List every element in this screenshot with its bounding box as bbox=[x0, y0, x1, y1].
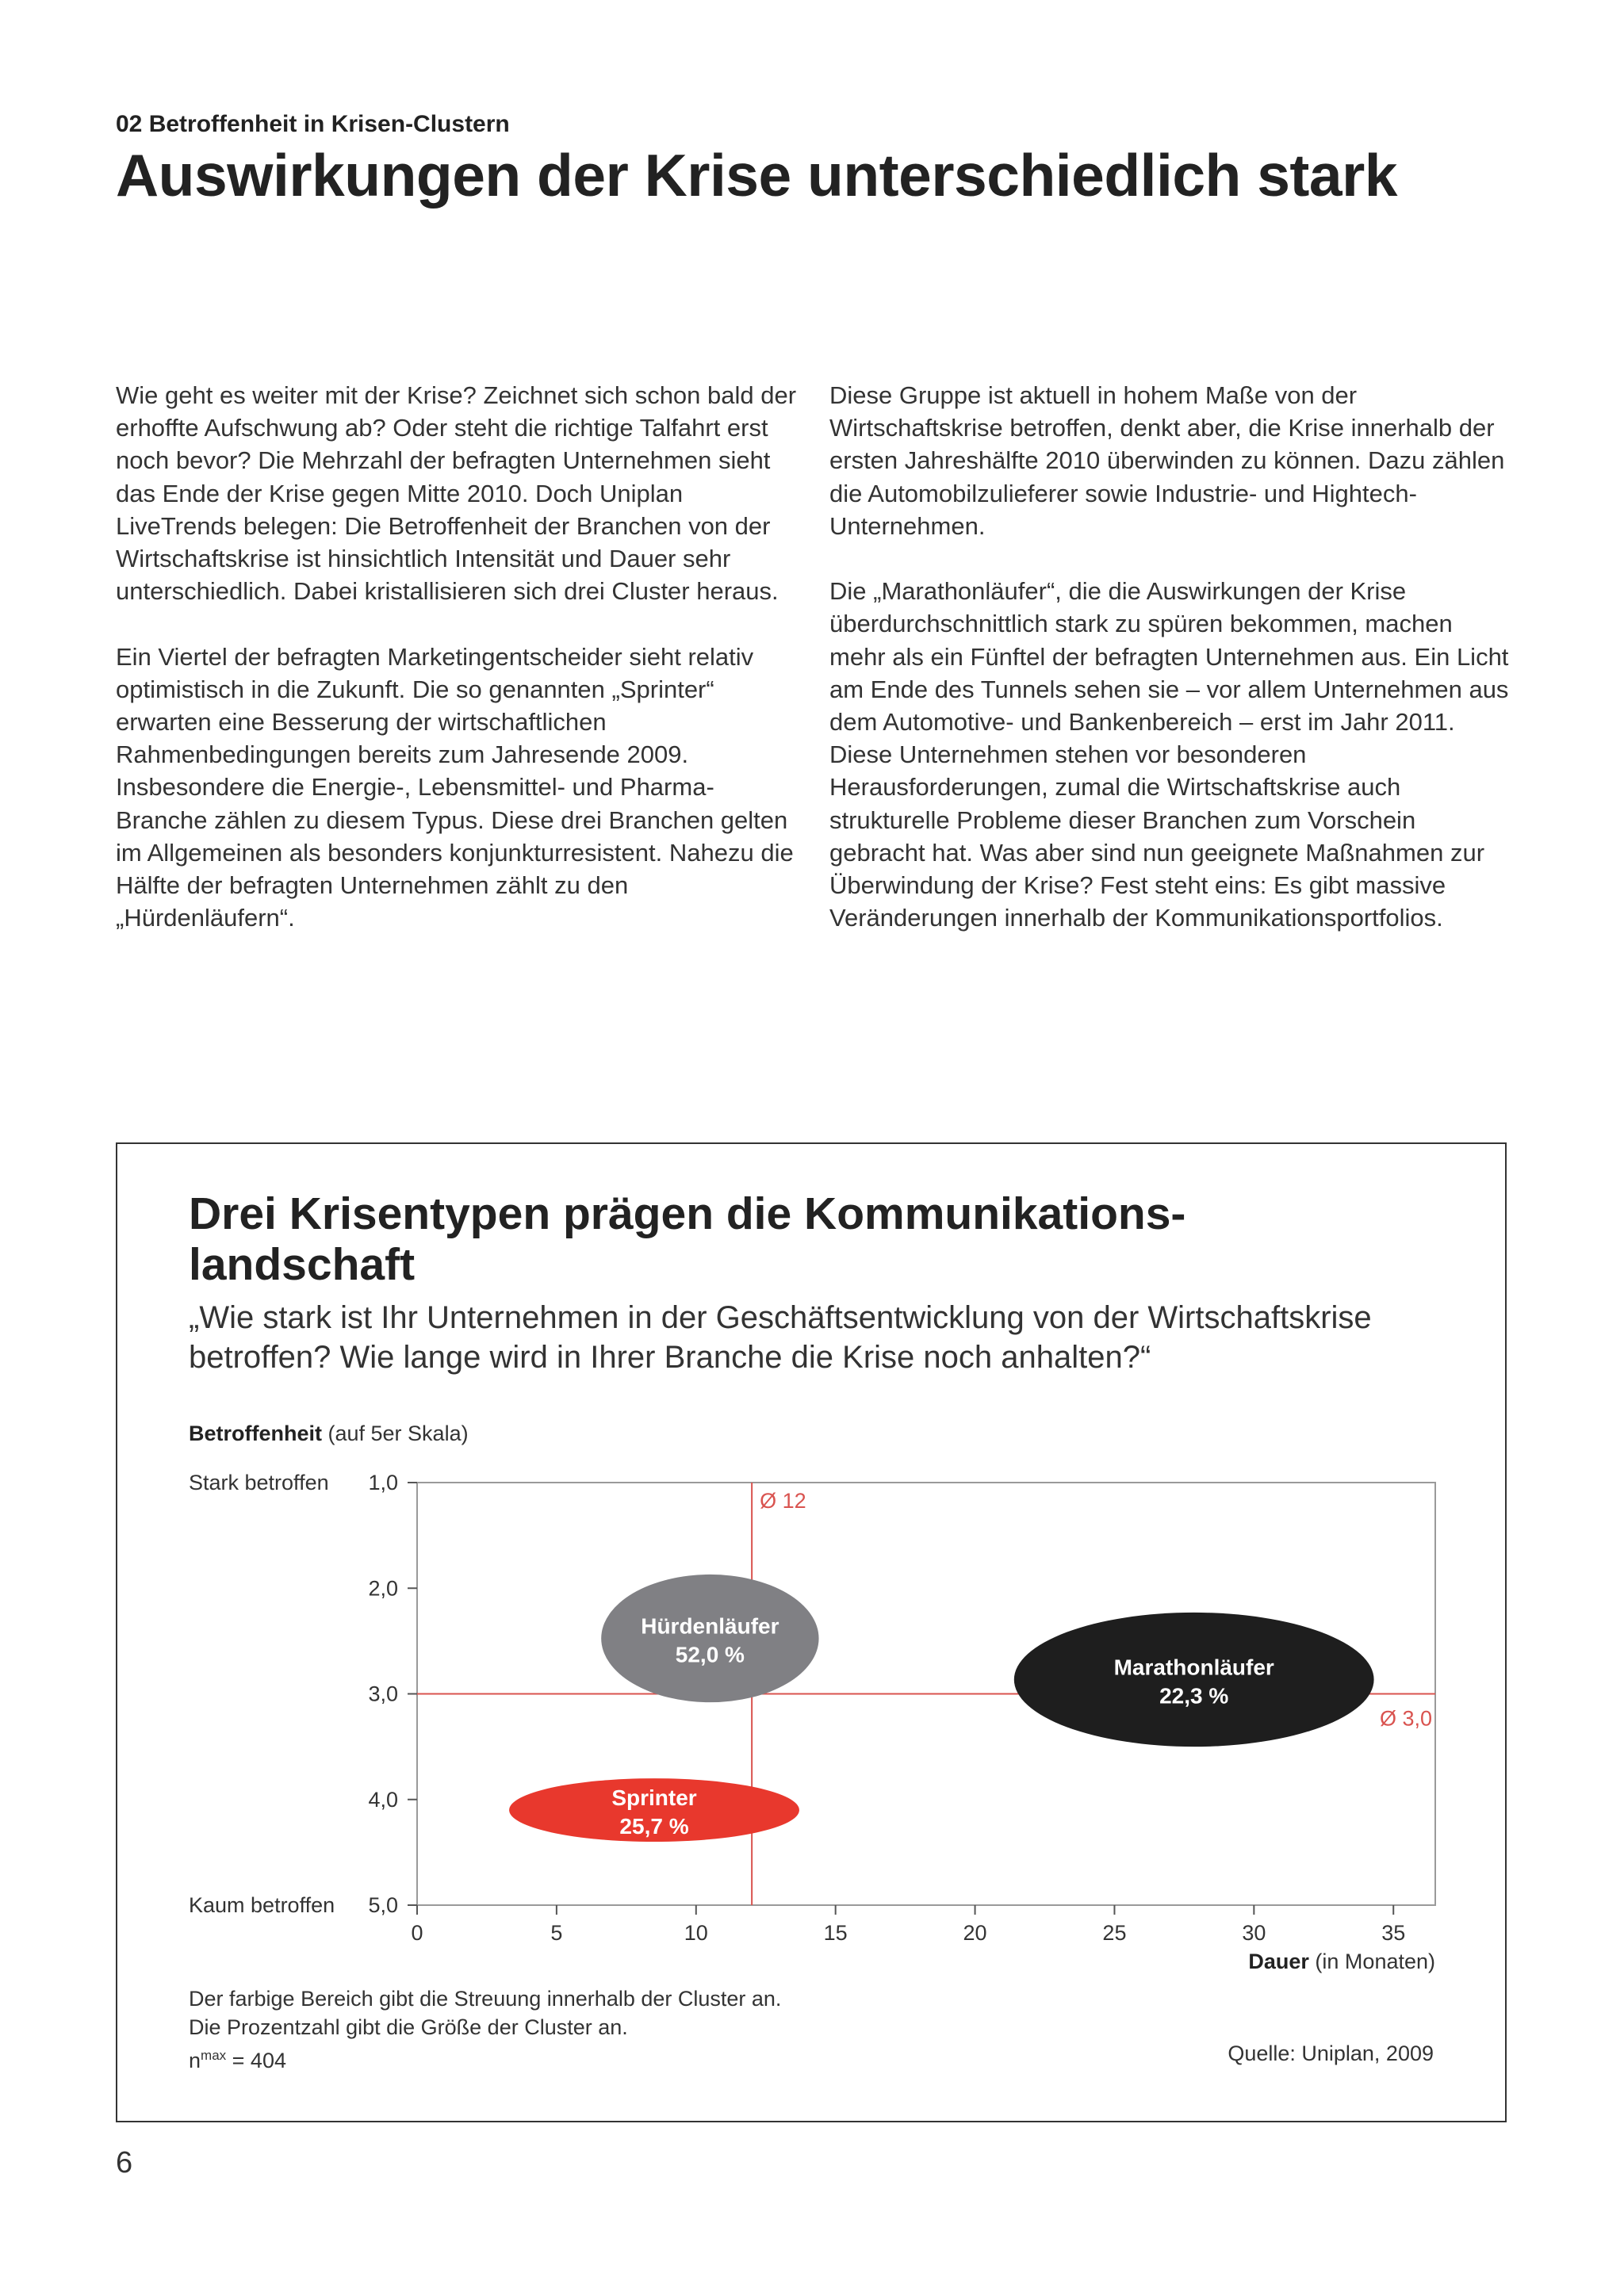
section-kicker: 02 Betroffenheit in Krisen-Clustern bbox=[116, 111, 510, 137]
paragraph: Die „Marathonläufer“, die die Auswirkungen der Krise überdurchschnittlich stark zu spüren bekommen, machen mehr als ein Fünftel der befragten Unternehmen aus. Ein Licht am Ende des Tunnels sehen sie – vor allem Unternehmen aus dem Automotive- und Bankenbereich – erst im Jahr 2011. Diese Unternehmen stehen vor besonderen Herausforderungen, zumal die Wirtschaftskrise auch strukturelle Probleme dieser Branchen zum Vorschein gebracht hat. Was aber sind nun geeignete Maßnahmen zur Überwindung der Krise? Fest steht eins: Es gibt massive Veränderungen innerhalb der Kommunikationsportfolios. bbox=[829, 577, 1509, 932]
x-tick-label: 20 bbox=[963, 1921, 987, 1945]
text-column-right bbox=[829, 379, 1511, 967]
chart-title: Drei Krisentypen prägen die Kommunikations-landschaft bbox=[189, 1188, 1186, 1290]
y-axis-title-unit: (auf 5er Skala) bbox=[322, 1422, 469, 1445]
x-tick-label: 35 bbox=[1381, 1921, 1406, 1945]
paragraph: Diese Gruppe ist aktuell in hohem Maße von der Wirtschaftskrise betroffen, denkt aber, die Krise innerhalb der ersten Jahreshälfte 2010 überwinden zu können. Dazu zählen die Automobilzulieferer sowie Industrie- und Hightech-Unternehmen. bbox=[829, 381, 1505, 540]
cluster-size-label: 52,0 % bbox=[675, 1642, 745, 1667]
y-tick-label: 1,0 bbox=[368, 1471, 398, 1494]
sample-n: n bbox=[189, 2049, 201, 2072]
y-tick-label: 4,0 bbox=[368, 1787, 398, 1812]
x-tick-label: 15 bbox=[823, 1921, 848, 1945]
cluster-size-label: 25,7 % bbox=[619, 1814, 689, 1839]
x-axis-title: Dauer (in Monaten) bbox=[1248, 1950, 1435, 1973]
paragraph: Wie geht es weiter mit der Krise? Zeichnet sich schon bald der erhoffte Aufschwung ab? Oder steht die richtige Talfahrt erst noch bevor? Die Mehrzahl der befragten Unternehmen sieht das Ende der Krise gegen Mitte 2010. Doch Uniplan LiveTrends belegen: Die Betroffenheit der Branchen von der Wirtschaftskrise ist hinsichtlich Intensität und Dauer sehr unterschiedlich. Dabei kristallisieren sich drei Cluster heraus. bbox=[116, 381, 797, 606]
text-column-left bbox=[116, 379, 798, 967]
sample-n-sup: max bbox=[201, 2048, 227, 2063]
survey-question: „Wie stark ist Ihr Unternehmen in der Geschäftsentwicklung von der Wirtschaftskrise betroffen? Wie lange wird in Ihrer Branche die Krise noch anhalten?“ bbox=[189, 1300, 1372, 1375]
x-tick-label: 0 bbox=[411, 1921, 423, 1945]
footnote-line: Der farbige Bereich gibt die Streuung innerhalb der Cluster an. bbox=[189, 1987, 782, 2011]
cluster-name-label: Sprinter bbox=[611, 1785, 697, 1811]
page-number: 6 bbox=[116, 2146, 133, 2179]
mean-duration-label: Ø 12 bbox=[760, 1489, 806, 1513]
x-tick-label: 10 bbox=[684, 1921, 708, 1945]
chart-source: Quelle: Uniplan, 2009 bbox=[1228, 2042, 1434, 2065]
footnote-line: Die Prozentzahl gibt die Größe der Cluster an. bbox=[189, 2015, 628, 2039]
footnote-sample-size bbox=[189, 2042, 781, 2075]
cluster-name-label: Hürdenläufer bbox=[641, 1613, 779, 1639]
y-end-label-top: Stark betroffen bbox=[189, 1471, 329, 1494]
cluster-name-label: Marathonläufer bbox=[1113, 1655, 1274, 1680]
y-axis-title-bold: Betroffenheit bbox=[189, 1422, 322, 1445]
paragraph: Ein Viertel der befragten Marketingentscheider sieht relativ optimistisch in die Zukunft. Die so genannten „Sprinter“ erwarten eine Besserung der wirtschaftlichen Rahmenbedingungen bereits zum Jahresende 2009. Insbesondere die Energie-, Lebensmittel- und Pharma-Branche zählen zu diesem Typus. Diese drei Branchen gelten im Allgemeinen als besonders konjunkturresistent. Nahezu die Hälfte der befragten Unternehmen zählt zu den „Hürdenläufern“. bbox=[116, 642, 794, 932]
chart-footnote bbox=[189, 1984, 781, 2075]
mean-impact-label: Ø 3,0 bbox=[1379, 1706, 1432, 1731]
x-tick-label: 5 bbox=[550, 1921, 563, 1945]
page-headline: Auswirkungen der Krise unterschiedlich stark bbox=[116, 142, 1397, 209]
y-end-label-bottom: Kaum betroffen bbox=[189, 1893, 335, 1917]
y-tick-label: 5,0 bbox=[368, 1893, 398, 1917]
cluster-size-label: 22,3 % bbox=[1159, 1683, 1229, 1709]
x-tick-label: 30 bbox=[1242, 1921, 1266, 1945]
y-tick-label: 2,0 bbox=[368, 1576, 398, 1601]
chart-box bbox=[116, 1142, 1507, 2122]
x-tick-label: 25 bbox=[1102, 1921, 1127, 1945]
y-tick-label: 3,0 bbox=[368, 1682, 398, 1706]
cluster-chart bbox=[117, 1144, 1505, 2121]
sample-n-value: = 404 bbox=[226, 2049, 286, 2072]
